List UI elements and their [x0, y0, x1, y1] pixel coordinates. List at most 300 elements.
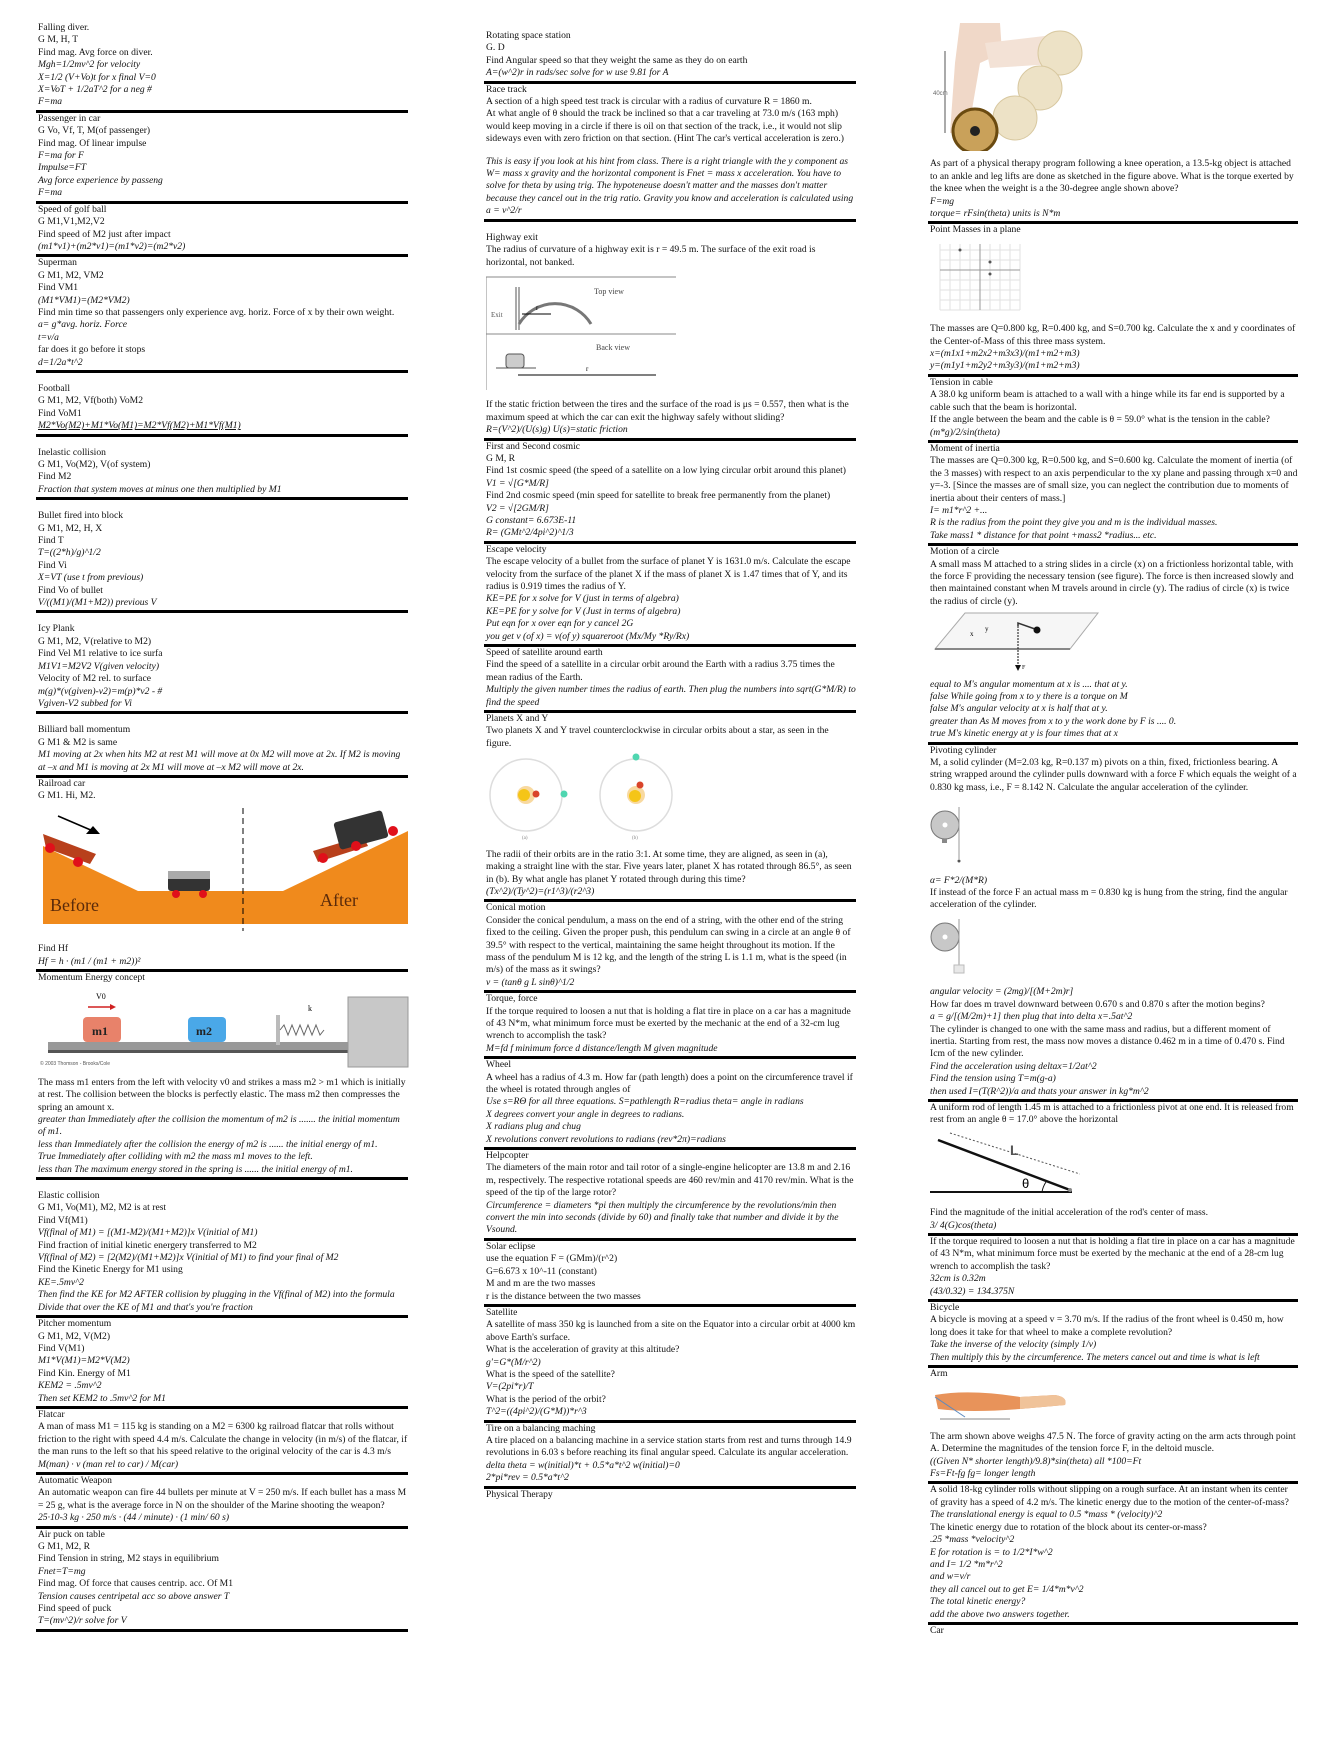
note-line: false M's angular velocity at x is half that at y. — [930, 703, 1108, 715]
note-line: Take the inverse of the velocity (simply 1/v) — [930, 1339, 1097, 1351]
note-line: Take mass1 * distance for that point +mass2 *radius... etc. — [930, 529, 1157, 541]
note-line: M=fd f minimum force d distance/length M given magnitude — [486, 1042, 718, 1054]
note-line: Fs=Ft-fg fg= longer length — [930, 1468, 1036, 1480]
text-line: What is the period of the orbit? — [486, 1393, 606, 1405]
section-pitcher-momentum — [36, 1318, 408, 1409]
section-bullet-fired-into-block — [36, 500, 408, 613]
text-line: G M1, Vo(M2), V(of system) — [38, 459, 151, 470]
note-line: KE=PE for x solve for V (just in terms of algebra) — [486, 593, 679, 605]
note-line: and w=v/r — [930, 1571, 971, 1583]
section-race-track — [484, 84, 856, 222]
section-title: Planets X and Y — [486, 713, 549, 725]
text-line: Find 2nd cosmic speed (min speed for satellite to break free permanently from the planet) — [486, 490, 831, 502]
note-line: T=(mv^2)/r solve for V — [38, 1615, 127, 1627]
text-line: The mass m1 enters from the left with velocity v0 and strikes a mass m2 > m1 which is initially at rest. The collision between the blocks is perfectly elastic. The mass m2 then compresses the spring an amount x. — [38, 1076, 406, 1113]
note-line: (Tx^2)/(Ty^2)=(r1^3)/(r2^3) — [486, 885, 595, 897]
highway-exit-figure — [486, 272, 676, 392]
note-line: x=(m1x1+m2x2+m3x3)/(m1+m2+m3) — [930, 348, 1080, 360]
section-title: Falling diver. — [38, 22, 90, 33]
section-untitled — [928, 1102, 1298, 1236]
section-satellite — [484, 1307, 856, 1423]
section-title: Highway exit — [486, 231, 538, 243]
note-line: T^2=((4pi^2)/(G*M))*r^3 — [486, 1406, 587, 1418]
text-line: Find mag. Avg force on diver. — [38, 46, 153, 58]
arm-deltoid-figure — [930, 1383, 1070, 1423]
rod-figure-wrap — [930, 1130, 1298, 1204]
text-line: G M1,V1,M2,V2 — [38, 216, 105, 228]
section-title: Physical Therapy — [486, 1488, 553, 1500]
section-title: Flatcar — [38, 1408, 65, 1420]
text-line: Find Vi — [38, 559, 67, 571]
text-line: G M, R — [486, 452, 516, 464]
text-line: G=6.673 x 10^-11 (constant) — [486, 1265, 597, 1277]
note-line: V=(2pi*r)/T — [486, 1381, 534, 1393]
section-physical-therapy — [484, 1489, 856, 1502]
text-line: A tire placed on a balancing machine in a service station starts from rest and turns through 14.9 revolutions in 6.03 s before reaching its final angular speed. Calculate its angular acceleration. — [486, 1434, 852, 1459]
section-title: Superman — [38, 257, 77, 269]
note-line: less than Immediately after the collision the energy of m2 is ...... the initial energy of m1. — [38, 1138, 378, 1150]
text-line: If the angle between the beam and the cable is θ = 59.0° what is the tension in the cable? — [930, 414, 1270, 426]
note-line: greater than As M moves from x to y the work done by F is .... 0. — [930, 715, 1177, 727]
svg-text:40cm: 40cm — [933, 91, 948, 97]
section-speed-of-satellite-around-earth — [484, 647, 856, 713]
text-line: Find the speed of a satellite in a circular orbit around the Earth with a radius 3.75 times the mean radius of the Earth. — [486, 659, 835, 683]
text-line: How far does m travel downward between 0.670 s and 0.870 s after the motion begins? — [930, 998, 1265, 1010]
text-line: The kinetic energy due to rotation of the block about its center-or-mass? — [930, 1521, 1207, 1533]
section-pivoting-cylinder — [928, 745, 1298, 1102]
text-line: Find min time so that passengers only experience avg. horiz. Force of x by their own weight. — [38, 306, 395, 318]
note-line: Impulse=FT — [38, 162, 87, 174]
text-line: G M1, M2, VM2 — [38, 269, 104, 281]
note-line: .25 *mass *velocity^2 — [930, 1534, 1015, 1546]
note-line: V/((M1)/(M1+M2)) previous V — [38, 597, 157, 609]
text-line: Find mag. Of force that causes centrip. acc. Of M1 — [38, 1578, 234, 1590]
note-line: F=ma — [38, 187, 63, 199]
note-line: Tension causes centripetal acc so above answer T — [38, 1590, 230, 1602]
section-title: Inelastic collision — [38, 446, 106, 458]
cylinder-figure-wrap — [930, 797, 1298, 871]
section-untitled — [928, 1484, 1298, 1624]
note-line: Circumference = diameters *pi then multiply the circumference by the revolutions/min then convert the min into seconds (divide by 60) and finally take that number and divide it by the Vsound. — [486, 1199, 839, 1236]
text-line: Find Vf(M1) — [38, 1214, 88, 1226]
note-line: KE=.5mv^2 — [38, 1276, 84, 1288]
note-line: you get v (of x) = v(of y) squareroot (Mx/My *Ry/Rx) — [486, 630, 690, 642]
section-tire-on-a-balancing-maching — [484, 1423, 856, 1489]
section-arm — [928, 1368, 1298, 1484]
note-line: (M1*VM1)=(M2*VM2) — [38, 294, 130, 306]
section-railroad-car — [36, 778, 408, 972]
note-line: d=1/2a*t^2 — [38, 356, 83, 368]
note-line: equal to M's angular momentum at x is .... that at y. — [930, 678, 1128, 690]
note-line: M(man) · v (man rel to car) / M(car) — [38, 1458, 179, 1470]
text-line: M and m are the two masses — [486, 1278, 596, 1290]
svg-text:r: r — [536, 303, 539, 312]
section-inelastic-collision — [36, 437, 408, 501]
text-line: Find Tension in string, M2 stays in equilibrium — [38, 1553, 219, 1565]
note-line: X radians plug and chug — [486, 1121, 581, 1133]
note-line: false While going from x to y there is a torque on M — [930, 691, 1128, 702]
section-title: Railroad car — [38, 777, 86, 789]
note-line: a= g*avg. horiz. Force — [38, 319, 127, 331]
section-moment-of-inertia — [928, 443, 1298, 546]
section-torque-force — [484, 993, 856, 1059]
section-wheel — [484, 1059, 856, 1150]
column-right — [928, 20, 1298, 1638]
section-football — [36, 373, 408, 437]
note-line: (m1*v1)+(m2*v1)=(m1*v2)=(m2*v2) — [38, 240, 186, 252]
text-line: As part of a physical therapy program following a knee operation, a 13.5-kg object is attached to an ankle and leg lifts are done as sketched in the figure above. What is the torque exerted by the knee when the weight is a the 30-degree angle shown above? — [930, 158, 1294, 195]
section-title: Arm — [930, 1368, 948, 1380]
svg-text:© 2003 Thomson - Brooks/Cole: © 2003 Thomson - Brooks/Cole — [40, 1061, 111, 1068]
section-title: Point Masses in a plane — [930, 224, 1021, 236]
section-title: Billiard ball momentum — [38, 724, 131, 736]
section-falling-diver — [36, 22, 408, 113]
section-title: Bicycle — [930, 1302, 960, 1313]
note-line: R is the radius from the point they give you and m is the individual masses. — [930, 517, 1218, 529]
text-line: The escape velocity of a bullet from the surface of planet Y is 1631.0 m/s. Calculate the escape velocity from the surface of the planet X if the mass of planet X is 1.47 times that of Y, and its radius is 0.919 times the radius of Y. — [486, 556, 851, 592]
section-passenger-in-car — [36, 113, 408, 204]
text-line: Consider the conical pendulum, a mass on the end of a string, with the other end of the string fixed to the ceiling. Given the proper push, this pendulum can swing in a circle at an angle θ of 39.5° with respect to the vertical, maintaining the same height throughout its motion. If the mass of the pendulum M is 12 kg, and the length of the string L is 1.1 m, what is the speed (in m/s) of the mass as it swings? — [486, 914, 851, 976]
spacer — [486, 146, 856, 156]
section-helpcopter — [484, 1150, 856, 1241]
text-line: Find Vo of bullet — [38, 584, 103, 596]
note-line: X=VT (use t from previous) — [38, 572, 144, 584]
svg-text:(b): (b) — [632, 836, 638, 842]
note-line: α= F*2/(M*R) — [930, 874, 988, 886]
section-escape-velocity — [484, 544, 856, 647]
section-car — [928, 1625, 1298, 1638]
note-line: true M's kinetic energy at y is four times that at x — [930, 728, 1118, 740]
note-line: I= m1*r^2 +... — [930, 504, 988, 516]
svg-text:Top view: Top view — [594, 286, 624, 296]
note-line: torque= rFsin(theta) units is N*m — [930, 208, 1061, 220]
section-title: Race track — [486, 83, 527, 95]
note-line: Then multiply this by the circumference. The meters cancel out and time is what is left — [930, 1351, 1260, 1363]
note-line: G constant= 6.673E-11 — [486, 514, 577, 526]
note-line: X=1/2 (V+Vo)t for x final V=0 — [38, 71, 156, 83]
section-rotating-space-station — [484, 30, 856, 84]
text-line: The masses are Q=0.300 kg, R=0.500 kg, and S=0.600 kg. Calculate the moment of inertia (of the 3 masses) with respect to an axis perpendicular to the xy plane and passing through x=0 and y=-3. [Since the masses are of small size, you can neglect the contribution due to moments of inertia about their centers of mass.] — [930, 455, 1298, 504]
text-line: A small mass M attached to a string slides in a circle (x) on a frictionless horizontal table, with the force F providing the necessary tension (see figure). The force is then increased slowly and then maintained constant when M travels around in circle (y). The radius of circle (x) is twice the radius of circle (y). — [930, 558, 1294, 607]
note-line: M1*V(M1)=M2*V(M2) — [38, 1355, 130, 1367]
note-line: Use s=RΘ for all three equations. S=pathlength R=radius theta= angle in radians — [486, 1096, 804, 1108]
text-line: G Vo, Vf, T, M(of passenger) — [38, 125, 151, 137]
knee-therapy-figure — [930, 23, 1090, 151]
text-line: Find mag. Of linear impulse — [38, 137, 147, 149]
section-title: Escape velocity — [486, 543, 547, 555]
text-line: G M, H, T — [38, 34, 79, 46]
svg-text:y: y — [985, 625, 989, 634]
note-line: g'=G*(M/r^2) — [486, 1356, 541, 1368]
note-line: angular velocity = (2mg)/[(M+2m)r] — [930, 986, 1074, 998]
section-title: Pitcher momentum — [38, 1318, 112, 1330]
section-automatic-weapon — [36, 1475, 408, 1529]
section-title: Motion of a circle — [930, 546, 999, 558]
text-line: A wheel has a radius of 4.3 m. How far (path length) does a point on the circumference travel if the wheel is rotated through angles of — [486, 1071, 853, 1095]
text-line: Find V(M1) — [38, 1342, 85, 1354]
note-line: ((Given N* shorter length)/9.8)*sin(theta) all *100=Ft — [930, 1455, 1142, 1467]
planets-orbit-figure — [486, 753, 686, 841]
text-line: If instead of the force F an actual mass m = 0.830 kg is hung from the string, find the angular acceleration of the cylinder. — [930, 887, 1288, 911]
note-line: F=mg — [930, 195, 955, 207]
circle-motion-table-figure — [930, 611, 1100, 671]
svg-text:k: k — [308, 1004, 312, 1014]
note-line: This is easy if you look at his hint from class. There is a right triangle with the y component as W= mass x gravity and the horizontal component is Fnet = mass x acceleration. You have to solve for theta by using trig. The hypoteneuse doesn't matter and the masses don't matter because they cancel out in the trig ratio. Gravity you know and acceleration is calculated using a = v^2/r — [486, 155, 854, 217]
text-line: Find Vel M1 relative to ice surfa — [38, 648, 163, 660]
note-line: m(g)*(v(given)-v2)=m(p)*v2 - # — [38, 685, 163, 697]
pivoting-cylinder-figure — [930, 797, 970, 867]
svg-text:θ: θ — [1022, 1175, 1030, 1191]
text-line: Find VoM1 — [38, 407, 82, 419]
railroad-figure-wrap — [38, 806, 408, 940]
section-solar-eclipse — [484, 1241, 856, 1307]
note-line: v = (tanθ g L sinθ)^1/2 — [486, 976, 575, 988]
note-line: (43/0.32) = 134.375N — [930, 1285, 1015, 1297]
note-line: Hf = h · (m1 / (m1 + m2))² — [38, 955, 141, 967]
note-line: The total kinetic energy? — [930, 1596, 1026, 1608]
text-line: The diameters of the main rotor and tail rotor of a single-engine helicopter are 13.8 m and 2.16 m, respectively. The respective rotational speeds are 460 rev/min and 4170 rev/min. What is the speed of the tip of the large rotor? — [486, 1162, 854, 1199]
note-line: X revolutions convert revolutions to radians (rev*2π)=radians — [486, 1133, 726, 1145]
note-line: greater than Immediately after the collision the momentum of m2 is ....... the initial momentum of m1. — [38, 1114, 400, 1138]
section-title: Momentum Energy concept — [38, 971, 145, 983]
text-line: A solid 18-kg cylinder rolls without slipping on a rough surface. At an instant when its center of gravity has a speed of 4.2 m/s. The kinetic energy due to the motion of the center-of-mass? — [930, 1484, 1289, 1508]
uniform-rod-figure — [930, 1130, 1080, 1200]
section-elastic-collision — [36, 1180, 408, 1318]
section-air-puck-on-table — [36, 1529, 408, 1632]
text-line: G M1, M2, Vf(both) VoM2 — [38, 395, 144, 407]
text-line: Two planets X and Y travel counterclockwise in circular orbits about a star, as seen in the figure. — [486, 725, 829, 749]
section-untitled — [928, 1236, 1298, 1302]
before-label: Before — [50, 894, 99, 915]
column-left — [36, 22, 408, 1632]
note-line: delta theta = w(initial)*t + 0.5*a*t^2 w(initial)=0 — [486, 1459, 680, 1471]
svg-text:V0: V0 — [96, 992, 106, 1002]
note-line: and I= 1/2 *m*r^2 — [930, 1558, 1003, 1570]
section-title: Solar eclipse — [486, 1240, 536, 1252]
note-line: (m*g)/2/sin(theta) — [930, 426, 1000, 438]
text-line: Find the magnitude of the initial acceleration of the rod's center of mass. — [930, 1207, 1208, 1219]
svg-text:L: L — [1010, 1141, 1019, 1158]
text-line: If the torque required to loosen a nut that is holding a flat tire in place on a car has a magnitude of 43 N*m, what minimum force must be exerted by the mechanic at the end of a 28-cm lug wrench to accomplish the task? — [930, 1235, 1295, 1272]
section-title: Speed of satellite around earth — [486, 647, 603, 659]
note-line: a = g/[(M/2m)+1] then plug that into delta x=.5at^2 — [930, 1011, 1133, 1023]
section-title: Moment of inertia — [930, 442, 1000, 454]
note-line: then used I=(T(R^2))/a and thats your answer in kg*m^2 — [930, 1085, 1149, 1097]
section-title: Satellite — [486, 1306, 518, 1318]
note-line: Fraction that system moves at minus one then multiplied by M1 — [38, 483, 282, 495]
text-line: r is the distance between the two masses — [486, 1290, 641, 1302]
text-line: use the equation F = (GMm)/(r^2) — [486, 1253, 618, 1265]
text-line: G M1. Hi, M2. — [38, 790, 96, 802]
note-line: less than The maximum energy stored in the spring is ...... the initial energy of m1. — [38, 1163, 353, 1175]
grid-figure-wrap — [930, 240, 1298, 320]
text-line: Find Angular speed so that they weight the same as they do on earth — [486, 54, 748, 66]
note-line: E for rotation is = to 1/2*I*w^2 — [930, 1546, 1053, 1558]
note-line: 25·10-3 kg · 250 m/s · (44 / minute) · (1 min/ 60 s) — [38, 1512, 230, 1524]
note-line: Put eqn for x over eqn for y cancel 2G — [486, 618, 634, 630]
note-line: M2*Vo(M2)+M1*Vo(M1)=M2*Vf(M2)+M1*Vf(M1) — [38, 420, 241, 432]
text-line: G M1, M2, H, X — [38, 522, 103, 534]
note-line: Vf(final of M1) = [(M1-M2)/(M1+M2)]x V(initial of M1) — [38, 1227, 258, 1239]
note-line: t=v/a — [38, 331, 59, 343]
text-line: A man of mass M1 = 115 kg is standing on a M2 = 6300 kg railroad flatcar that rolls without friction to the right with speed 4.4 m/s. Calculate the change in velocity (in m/s) of the flatcar, if the man runs to the left so that his speed relative to the original velocity of the car is 4.3 m/s — [38, 1421, 408, 1458]
text-line: A 38.0 kg uniform beam is attached to a wall with a hinge while its far end is supported by a cable such that the beam is horizontal. — [930, 389, 1285, 413]
cylinder-mass-figure-wrap — [930, 915, 1298, 983]
text-line: Find fraction of initial kinetic energery transferred to M2 — [38, 1239, 257, 1251]
section-title: Automatic Weapon — [38, 1474, 112, 1486]
section-flatcar — [36, 1409, 408, 1475]
section-title: Rotating space station — [486, 30, 571, 41]
section-title: Air puck on table — [38, 1528, 105, 1540]
section-momentum-energy-concept — [36, 972, 408, 1180]
svg-text:m2: m2 — [196, 1024, 212, 1039]
svg-text:F: F — [1022, 665, 1026, 672]
text-line: The cylinder is changed to one with the same mass and radius, but a different moment of inertia. Starting from rest, the mass now moves a distance 0.462 m in a time of 0.470 s. Find Icm of the new cylinder. — [930, 1023, 1285, 1060]
section-highway-exit — [484, 222, 856, 441]
note-line: X degrees convert your angle in degrees to radians. — [486, 1108, 685, 1120]
text-line: The arm shown above weighs 47.5 N. The force of gravity acting on the arm acts through point A. Determine the magnitudes of the tension force F, in the deltoid muscle. — [930, 1430, 1296, 1455]
svg-text:r: r — [586, 364, 589, 373]
text-line: G M1, M2, V(M2) — [38, 1330, 111, 1342]
text-line: Find VM1 — [38, 282, 79, 294]
spring-collision-figure — [38, 987, 410, 1069]
section-speed-of-golf-ball — [36, 204, 408, 258]
planets-figure-wrap — [486, 753, 856, 845]
note-line: Multiply the given number times the radius of earth. Then plug the numbers into sqrt(G*M/R) to find the speed — [486, 684, 856, 708]
note-line: Mgh=1/2mv^2 for velocity — [38, 59, 141, 71]
text-line: G M1, M2, R — [38, 1541, 90, 1552]
note-line: KEM2 = .5mv^2 — [38, 1380, 102, 1392]
section-planets-x-and-y — [484, 713, 856, 902]
text-line: A satellite of mass 350 kg is launched from a site on the Equator into a circular orbit at 4000 km above Earth's surface. — [486, 1319, 856, 1343]
text-line: If the static friction between the tires and the surface of the road is μs = 0.557, then what is the maximum speed at which the car can exit the highway safely without sliding? — [486, 399, 849, 423]
note-line: The translational energy is equal to 0.5 *mass * (velocity)^2 — [930, 1509, 1163, 1521]
note-line: Vf(final of M2) = [2(M2)/(M1+M2)]x V(initial of M1) to find your final of M2 — [38, 1252, 339, 1264]
note-line: V1 = √[G*M/R] — [486, 477, 549, 489]
note-line: Find the acceleration using deltax=1/2at^2 — [930, 1060, 1097, 1072]
svg-text:x: x — [970, 630, 974, 639]
section-title: Football — [38, 382, 70, 394]
text-line: Find Hf — [38, 943, 69, 955]
text-line: Find M2 — [38, 471, 72, 483]
note-line: y=(m1y1+m2y2+m3y3)/(m1+m2+m3) — [930, 360, 1080, 372]
section-title: Passenger in car — [38, 112, 101, 124]
text-line: Find T — [38, 535, 64, 547]
note-line: R= (GMt^2/4pi^2)^1/3 — [486, 527, 574, 539]
knee-figure-wrap — [930, 23, 1298, 155]
note-line: V2 = √[2GM/R] — [486, 502, 549, 514]
cylinder-hanging-mass-figure — [930, 915, 970, 979]
section-title: Bullet fired into block — [38, 510, 123, 522]
spring-figure-wrap — [38, 987, 408, 1073]
section-billiard-ball-momentum — [36, 714, 408, 778]
section-title: Tire on a balancing maching — [486, 1422, 596, 1434]
note-line: 3/ 4(G)cos(theta) — [930, 1219, 997, 1231]
note-line: Find the tension using T=m(g-a) — [930, 1073, 1056, 1085]
section-title: Icy Plank — [38, 623, 75, 635]
note-line: Avg force experience by passeng — [38, 174, 163, 186]
section-title: Car — [930, 1624, 944, 1636]
section-point-masses-in-a-plane — [928, 224, 1298, 376]
text-line: Velocity of M2 rel. to surface — [38, 673, 151, 685]
text-line: G M1 & M2 is same — [38, 736, 118, 748]
section-motion-of-a-circle — [928, 546, 1298, 744]
svg-text:(a): (a) — [522, 836, 528, 842]
section-bicycle — [928, 1302, 1298, 1368]
text-line: An automatic weapon can fire 44 bullets per minute at V = 250 m/s. If each bullet has a mass M = 25 g, what is the average force in N on the shoulder of the Marine shooting the weapon? — [38, 1487, 407, 1511]
section-title: Torque, force — [486, 993, 538, 1005]
text-line: Find speed of M2 just after impact — [38, 228, 171, 240]
note-line: F=ma — [38, 96, 63, 108]
svg-text:Exit: Exit — [491, 310, 503, 319]
note-line: True Immediately after colliding with m2 the mass m1 moves to the left. — [38, 1151, 313, 1163]
section-first-and-second-cosmic — [484, 441, 856, 544]
svg-text:Back view: Back view — [596, 342, 630, 352]
text-line: What is the speed of the satellite? — [486, 1368, 615, 1380]
text-line: If the torque required to loosen a nut that is holding a flat tire in place on a car has a magnitude of 43 N*m, what minimum force must be exerted by the mechanic at the end of a 32-cm lug wrench to accomplish the task? — [486, 1005, 851, 1042]
text-line: A uniform rod of length 1.45 m is attached to a frictionless pivot at one end. It is released from rest from an angle θ = 17.0° above the horizontal — [930, 1101, 1294, 1126]
note-line: Fnet=T=mg — [38, 1565, 86, 1577]
text-line: The radius of curvature of a highway exit is r = 49.5 m. The surface of the exit road is horizontal, not banked. — [486, 244, 816, 268]
section-title: Elastic collision — [38, 1190, 100, 1202]
note-line: Then set KEM2 to .5mv^2 for M1 — [38, 1392, 166, 1404]
section-title: First and Second cosmic — [486, 440, 581, 452]
text-line: Find the Kinetic Energy for M1 using — [38, 1264, 183, 1276]
section-icy-plank — [36, 613, 408, 714]
note-line: F=ma for F — [38, 150, 84, 162]
text-line: Find 1st cosmic speed (the speed of a satellite on a low lying circular orbit around this planet) — [486, 465, 846, 477]
highway-figure-wrap — [486, 272, 856, 396]
text-line: M, a solid cylinder (M=2.03 kg, R=0.137 m) pivots on a thin, fixed, frictionless bearing. A string wrapped around the cylinder pulls downward with a force F which equals the weight of a 0.830 kg mass, i.e., F = 8.142 N. Calculate the angular acceleration of the cylinder. — [930, 757, 1297, 793]
text-line: At what angle of θ should the track be inclined so that a car traveling at 73.0 m/s (163 mph) would keep moving in a circle if there is oil on that section of the track, i.e., it would not slip sideways even with zero friction on that section. (Hint The car's vertical acceleration is zero.) — [486, 108, 844, 145]
text-line: What is the acceleration of gravity at this altitude? — [486, 1344, 680, 1356]
note-line: M1V1=M2V2 V(given velocity) — [38, 660, 160, 672]
text-line: Find speed of puck — [38, 1603, 112, 1615]
note-line: Vgiven-V2 subbed for Vi — [38, 697, 132, 709]
after-label: After — [320, 889, 358, 910]
text-line: The radii of their orbits are in the ratio 3:1. At some time, they are aligned, as seen in (a), making a straight line with the star. Five years later, planet X has rotated through 86.5°, as seen in (b). By what angle has planet Y rotated through during this time? — [486, 848, 852, 885]
note-line: 2*pi*rev = 0.5*a*t^2 — [486, 1472, 569, 1484]
point-masses-grid-figure — [930, 240, 1026, 316]
text-line: A bicycle is moving at a speed v = 3.70 m/s. If the radius of the front wheel is 0.450 m, how long does it take for that wheel to make a complete revolution? — [930, 1314, 1284, 1338]
section-title: Speed of golf ball — [38, 203, 107, 215]
note-line: add the above two answers together. — [930, 1608, 1070, 1620]
text-line: Find Kin. Energy of M1 — [38, 1367, 131, 1379]
text-line: A section of a high speed test track is circular with a radius of curvature R = 1860 m. — [486, 96, 812, 108]
svg-text:m1: m1 — [92, 1024, 108, 1039]
section-title: Pivoting cylinder — [930, 744, 997, 756]
section-title: Helpcopter — [486, 1150, 529, 1162]
section-conical-motion — [484, 902, 856, 993]
section-untitled — [928, 23, 1298, 224]
arm-figure-wrap — [930, 1383, 1298, 1427]
text-line: far does it go before it stops — [38, 344, 146, 356]
text-line: G M1, M2, V(relative to M2) — [38, 635, 152, 647]
note-line: Divide that over the KE of M1 and that's you're fraction — [38, 1301, 253, 1313]
text-line: The masses are Q=0.800 kg, R=0.400 kg, and S=0.700 kg. Calculate the x and y coordinates of the Center-of-Mass of this three mass system. — [930, 323, 1296, 347]
text-line: G. D — [486, 42, 505, 54]
note-line: X=VoT + 1/2aT^2 for a neg # — [38, 84, 152, 96]
table-figure-wrap — [930, 611, 1298, 675]
note-line: T=((2*h)/g)^1/2 — [38, 547, 101, 559]
text-line: G M1, Vo(M1), M2, M2 is at rest — [38, 1202, 167, 1214]
note-line: M1 moving at 2x when hits M2 at rest M1 will move at 0x M2 will move at 2x. If M2 is moving at –x and M1 is moving at 2x M1 will move at –x M2 will move at 2x. — [38, 749, 401, 773]
section-title: Tension in cable — [930, 376, 993, 388]
railroad-car-figure — [38, 806, 408, 936]
column-middle — [484, 30, 856, 1502]
note-line: 32cm is 0.32m — [930, 1273, 986, 1285]
note-line: they all cancel out to get E= 1/4*m*v^2 — [930, 1583, 1084, 1595]
